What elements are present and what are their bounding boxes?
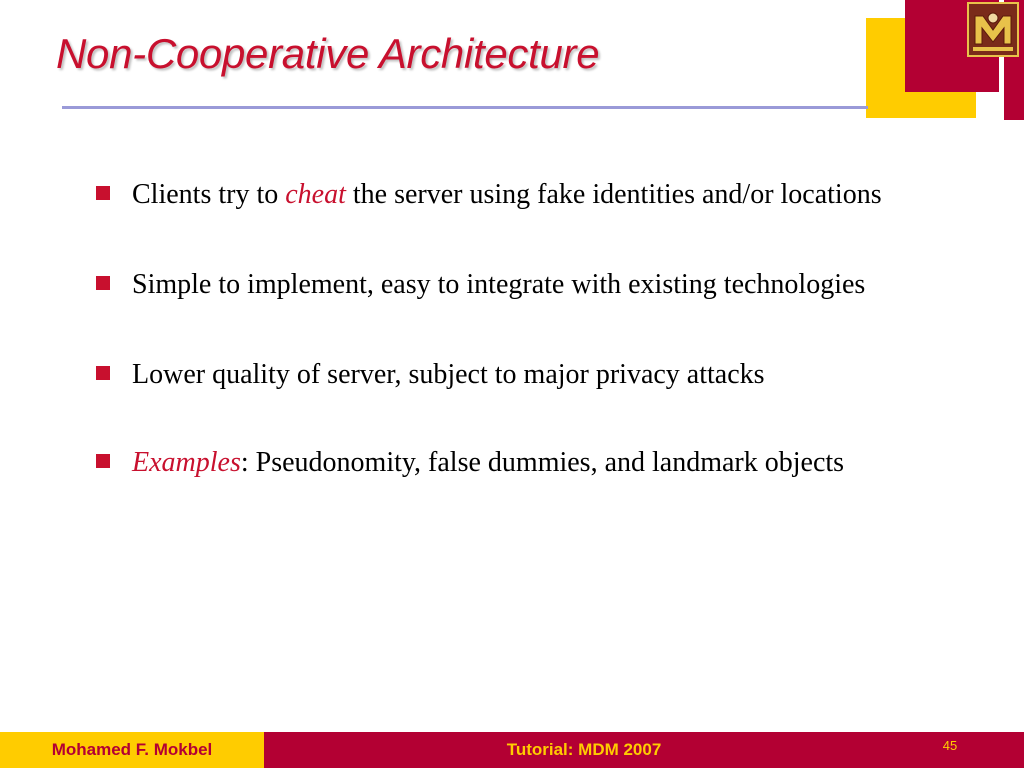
bullet-text: Lower quality of server, subject to major privacy attacks xyxy=(132,359,765,390)
slide-title: Non-Cooperative Architecture xyxy=(56,30,600,77)
bullet-emphasis: cheat xyxy=(285,179,346,210)
bullet-emphasis: Examples xyxy=(132,447,241,478)
bullet-text-after: : Pseudonomity, false dummies, and landmark objects xyxy=(240,447,845,478)
bullet-item xyxy=(96,355,926,395)
footer-bar xyxy=(0,732,1024,768)
bullet-item xyxy=(96,443,926,483)
footer-author: Mohamed F. Mokbel xyxy=(51,740,213,759)
bullet-item xyxy=(96,265,926,305)
bullet-text: Simple to implement, easy to integrate with existing technologies xyxy=(132,269,866,300)
bullet-list xyxy=(96,175,926,483)
title-underline xyxy=(62,106,868,109)
square-bullet-icon xyxy=(96,276,110,290)
square-bullet-icon xyxy=(96,366,110,380)
university-logo-icon xyxy=(967,2,1019,57)
footer-event: Tutorial: MDM 2007 xyxy=(506,740,662,759)
bullet-text-before: Clients try to xyxy=(132,179,286,210)
page-number: 45 xyxy=(942,738,958,753)
square-bullet-icon xyxy=(96,454,110,468)
bullet-item xyxy=(96,175,926,215)
bullet-text-after: the server using fake identities and/or locations xyxy=(345,179,882,210)
square-bullet-icon xyxy=(96,186,110,200)
